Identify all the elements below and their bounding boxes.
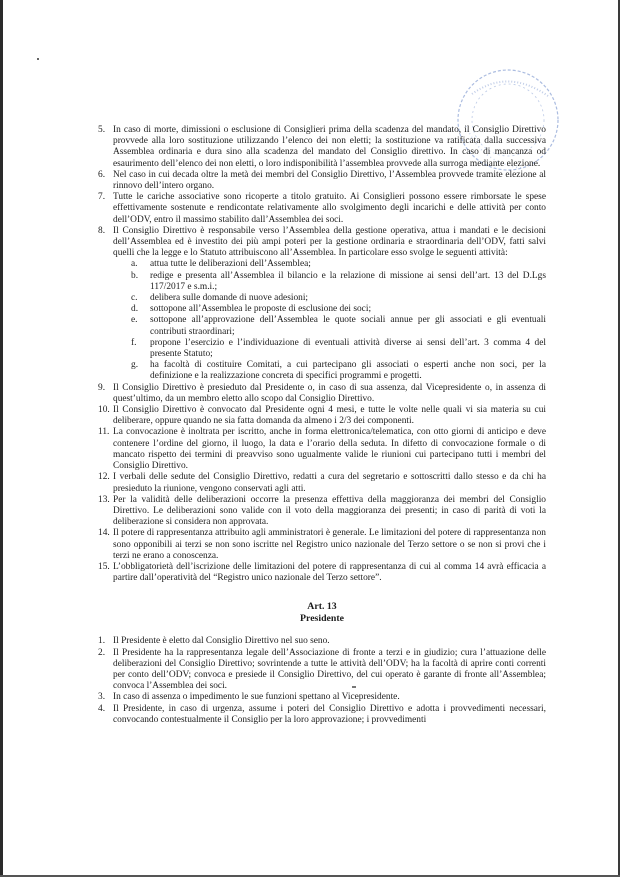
document-body [98,125,546,726]
activity-a: a. attua tutte le deliberazioni dell’Assemblea; [131,259,311,270]
scan-mark [352,686,356,688]
scan-speck [37,58,39,60]
clause-11: 11. La convocazione è inoltrata per iscritto, anche in forma elettronica/telematica, con otto giorni di anticipo e deve contenere l’ordine del giorno, il luogo, la data e l’orario della seduta. In difetto di convocazione formale o di mancato rispetto dei termini di preavviso sono ugualmente valide le riunioni cui partecipano tutti i membri del Consiglio Direttivo. [98,427,546,472]
activity-d: d. sottopone all’Assemblea le proposte di esclusione dei soci; [131,304,372,315]
clause-14: 14. Il potere di rappresentanza attribuito agli amministratori è generale. Le limitazioni del potere di rappresentanza non sono opponibili ai terzi se non sono iscritte nel Registro unico nazionale del Terzo settore o se non si provi che i terzi ne erano a conoscenza. [98,528,546,561]
activity-b: b. redige e presenta all’Assemblea il bilancio e la relazione di missione ai sensi dell’art. 13 del D.Lgs 117/2017 e s.m.i.; [131,270,546,292]
clause-7: 7. Tutte le cariche associative sono ricoperte a titolo gratuito. Ai Consiglieri possono essere rimborsate le spese effettivamente sostenute e rendicontate relativamente allo svolgimento degli incarichi e delle attività per conto dell’ODV, entro il massimo stabilito dall’Assemblea dei soci. [98,192,546,225]
clause-10: 10. Il Consiglio Direttivo è convocato dal Presidente ogni 4 mesi, e tutte le volte nelle quali vi sia materia su cui deliberare, oppure quando ne sia fatta domanda da almeno i 2/3 dei componenti. [98,405,546,427]
clause-15: 15. L’obbligatorietà dell’iscrizione delle limitazioni del potere di rappresentanza di cui al comma 14 avrà efficacia a partire dall’operatività del “Registro unico nazionale del Terzo settore”. [98,561,546,584]
president-clause-2: 2. Il Presidente ha la rappresentanza legale dell’Associazione di fronte a terzi e in giudizio; cura l’attuazione delle deliberazioni del Consiglio Direttivo; sovrintende a tutte le attività dell’ODV; ha la facoltà di aprire conti correnti per conto dell’ODV; convoca e presiede il Consiglio Direttivo, del cui operato è garante di fronte all’Assemblea; convoca l’Assemblea dei soci. [98,647,546,692]
president-clauses-list [98,636,546,726]
activity-e: e. sottopone all’approvazione dell’Assemblea le quote sociali annue per gli associati e gli eventuali contributi straordinari; [131,315,546,337]
clause-9: 9. Il Consiglio Direttivo è presieduto dal Presidente o, in caso di sua assenza, dal Vicepresidente o, in assenza di quest’ultimo, da un membro eletto allo scopo dal Consiglio Direttivo. [98,382,546,404]
president-clause-3: 3. In caso di assenza o impedimento le sue funzioni spettano al Vicepresidente. [98,692,400,703]
president-clause-1: 1. Il Presidente è eletto dal Consiglio Direttivo nel suo seno. [98,636,330,647]
clause-12: 12. I verbali delle sedute del Consiglio Direttivo, redatti a cura del segretario e sottoscritti dallo stesso e da chi ha presieduto la riunione, vengono conservati agli atti. [98,472,546,494]
clause-8: 8. Il Consiglio Direttivo è responsabile verso l’Assemblea della gestione operativa, attua i mandati e le decisioni dell’Assemblea ed è investito dei più ampi poteri per la gestione ordinaria e straordinaria dell’ODV, fatti salvi quelli che la legge e lo Statuto attribuiscono all’Assemblea. In particolare esso svolge le seguenti attività: a. attua tutte le deliberazioni dell’Assemblea; b. redige e presenta all’Assemblea il bilancio e la relazione di missione ai sensi dell’art. 13 del D.Lgs 117/2017 e s.m.i.; c. delibera sulle domande di nuove adesioni; d. sottopone all’Assemblea le proposte di esclusione dei soci; e. sottopone all’approvazione dell’Assemblea le quote sociali annue per gli associati e gli eventuali contributi straordinari; f. propone l’esercizio e l’individuazione di eventuali attività diverse ai sensi dell’art. 3 comma 4 del presente Statuto; g. ha facoltà di costituire Comitati, a cui partecipano gli associati o esperti anche non soci, per la definizione e la realizzazione concreta di specifici programmi e progetti. [98,225,546,382]
article-title: Presidente [300,613,344,625]
activity-c: c. delibera sulle domande di nuove adesioni; [131,293,309,304]
article-heading: Art. 13 [307,601,337,613]
board-activities-list [113,259,546,382]
clause-6: 6. Nel caso in cui decada oltre la metà dei membri del Consiglio Direttivo, l’Assemblea provvede tramite elezione al rinnovo dell’intero organo. [98,169,546,192]
activity-g: g. ha facoltà di costituire Comitati, a cui partecipano gli associati o esperti anche non soci, per la definizione e la realizzazione concreta di specifici programmi e progetti. [131,360,546,382]
president-clause-4: 4. Il Presidente, in caso di urgenza, assume i poteri del Consiglio Direttivo e adotta i provvedimenti necessari, convocando contestualmente il Consiglio per la loro approvazione; i provvedimenti [98,703,546,725]
clause-13: 13. Per la validità delle deliberazioni occorre la presenza effettiva della maggioranza dei membri del Consiglio Direttivo. Le deliberazioni sono valide con il voto della maggioranza dei presenti; in caso di parità di voti la deliberazione si considera non approvata. [98,494,546,528]
scan-edge-left [0,0,3,877]
board-clauses-list [98,125,546,584]
clause-5: 5. In caso di morte, dimissioni o esclusione di Consiglieri prima della scadenza del mandato, il Consiglio Direttivo provvede alla loro sostituzione utilizzando l’elenco dei non eletti; la sostituzione va ratificata dalla successiva Assemblea ordinaria e dura sino alla scadenza del mandato del Consiglio direttivo. In caso di mancanza od esaurimento dell’elenco dei non eletti, o loro indisponibilità l’assemblea provvede alla surroga mediante elezione. [98,125,546,169]
activity-f: f. propone l’esercizio e l’individuazione di eventuali attività diverse ai sensi dell’art. 3 comma 4 del presente Statuto; [131,337,546,360]
